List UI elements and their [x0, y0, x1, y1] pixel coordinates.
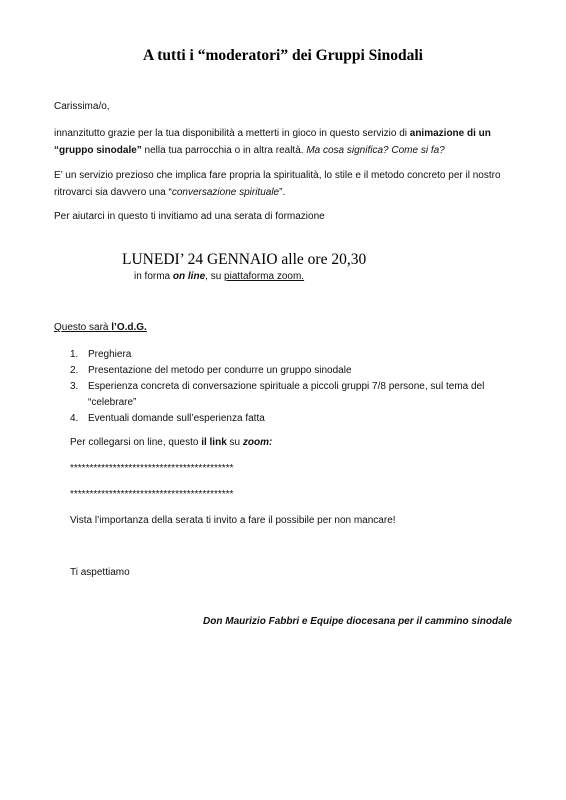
odg-heading	[54, 322, 147, 333]
event-platform: piattaforma zoom.	[224, 271, 305, 282]
list-item	[70, 363, 520, 379]
list-item-number: 4.	[70, 413, 79, 424]
signature: Don Maurizio Fabbri e Equipe diocesana per il cammino sinodale	[203, 616, 512, 627]
intro-text-1: innanzitutto grazie per la tua disponibilità a metterti in gioco in questo servizio di	[54, 128, 410, 139]
event-mode-pre: in forma	[134, 271, 173, 282]
service-text-2: ”.	[279, 186, 286, 198]
intro-bold: animazione di un “gruppo sinodale”	[54, 128, 491, 156]
invite-paragraph: Per aiutarci in questo ti invitiamo ad una serata di formazione	[54, 211, 325, 222]
list-item-text: Eventuali domande sull’esperienza fatta	[88, 413, 265, 424]
event-mode-online: on line	[172, 271, 206, 282]
event-mode-mid: , su	[205, 271, 225, 282]
link-bold: il link	[201, 437, 227, 448]
intro-italic: Ma cosa significa? Come si fa?	[306, 144, 445, 156]
greeting: Carissima/o,	[54, 101, 110, 112]
event-mode	[134, 271, 304, 282]
list-item-text: Esperienza concreta di conversazione spirituale a piccoli gruppi 7/8 persone, sul tema del “celebrare”	[88, 381, 485, 408]
link-text-2: su	[226, 437, 243, 448]
farewell-text: Ti aspettiamo	[70, 567, 130, 578]
link-text-1: Per collegarsi on line, questo	[70, 437, 202, 448]
list-item-text: Presentazione del metodo per condurre un gruppo sinodale	[88, 365, 352, 376]
list-item	[70, 379, 520, 411]
service-paragraph	[54, 168, 514, 201]
link-intro	[70, 437, 520, 448]
service-text-1: E’ un servizio prezioso che implica fare propria la spiritualità, lo stile e il metodo concreto per il nostro ritrovarci sia davvero una “	[54, 170, 501, 198]
list-item	[70, 347, 520, 363]
event-date: LUNEDI’ 24 GENNAIO alle ore 20,30	[122, 251, 367, 268]
list-item-number: 2.	[70, 365, 79, 376]
list-item-text: Preghiera	[88, 349, 132, 360]
link-placeholder-2: ******************************************	[70, 489, 234, 500]
link-zoom: zoom:	[242, 437, 273, 448]
list-item	[70, 411, 520, 427]
service-italic: conversazione spirituale	[171, 186, 280, 198]
odg-list	[70, 347, 520, 427]
odg-label-bold: l’O.d.G.	[111, 322, 147, 333]
closing-text: Vista l’importanza della serata ti invito a fare il possibile per non mancare!	[70, 515, 396, 526]
link-placeholder-1: ******************************************	[70, 463, 234, 474]
document-title: A tutti i “moderatori” dei Gruppi Sinodali	[143, 47, 423, 64]
list-item-number: 3.	[70, 381, 79, 392]
intro-paragraph	[54, 126, 514, 159]
list-item-number: 1.	[70, 349, 79, 360]
odg-label: Questo sarà	[54, 322, 112, 333]
intro-text-2: nella tua parrocchia o in altra realtà.	[141, 144, 307, 156]
